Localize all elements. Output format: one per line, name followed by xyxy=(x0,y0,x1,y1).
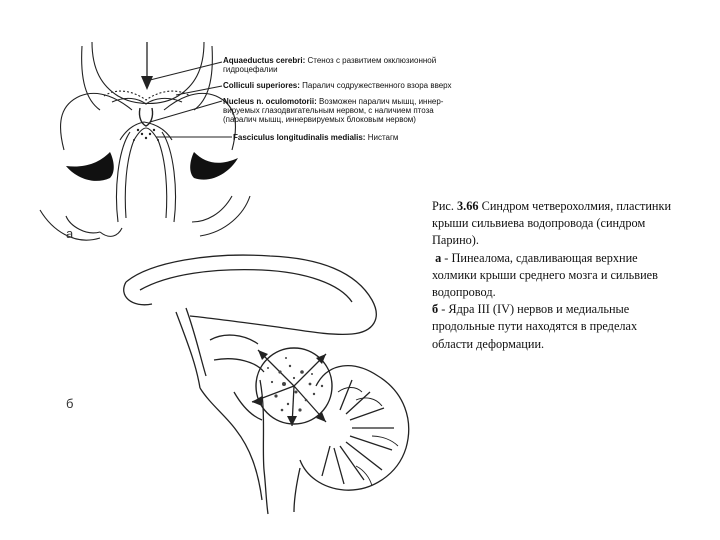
label-nucleus-cont: вируемых глазодвигательным нервом, с наличием птоза xyxy=(223,106,434,115)
caption-title-prefix: Рис. xyxy=(432,199,454,213)
label-colliculi-text: Паралич содружественного взора вверх xyxy=(299,81,452,90)
caption-b-text: - Ядра III (IV) нервов и медиальные продольные пути находятся в пределах области деформации. xyxy=(432,302,638,351)
caption-title-text: Синдром четверохолмия, пластинки крыши сильвиева водопровода (синдром Парино). xyxy=(432,199,672,248)
caption-title xyxy=(432,198,672,250)
label-colliculi xyxy=(223,81,452,90)
label-fasciculus-text: Нистагм xyxy=(365,133,399,142)
label-nucleus-cont2: (паралич мышц, иннервируемых блоковым нервом) xyxy=(223,115,416,124)
caption-part-b xyxy=(432,301,672,353)
label-colliculi-term: Colliculi superiores: xyxy=(223,81,300,90)
figure-caption xyxy=(432,198,672,353)
label-nucleus-text: Возможен паралич мышц, иннер- xyxy=(316,97,444,106)
caption-a-text: - Пинеалома, сдавливающая верхние холмики крыши среднего мозга и сильвиев водопровод. xyxy=(432,250,658,300)
label-nucleus-term: Nucleus n. oculomotorii: xyxy=(223,97,317,106)
label-aquaeductus-term: Aquaeductus cerebri: xyxy=(223,56,306,65)
panel-a-letter: а xyxy=(66,226,74,241)
label-fasciculus xyxy=(233,133,398,142)
label-aquaeductus-text: Стеноз с развитием окклюзионной xyxy=(305,56,437,65)
label-aquaeductus xyxy=(223,56,436,74)
caption-a-letter: а xyxy=(435,250,442,265)
caption-b-letter: б xyxy=(432,302,439,317)
label-nucleus-oculomotorii xyxy=(223,97,443,124)
panel-b-letter: б xyxy=(66,396,74,411)
caption-part-a xyxy=(432,250,672,302)
caption-title-number: 3.66 xyxy=(457,199,479,213)
label-aquaeductus-cont: гидроцефалии xyxy=(223,65,278,74)
label-fasciculus-term: Fasciculus longitudinalis medialis: xyxy=(233,133,366,142)
